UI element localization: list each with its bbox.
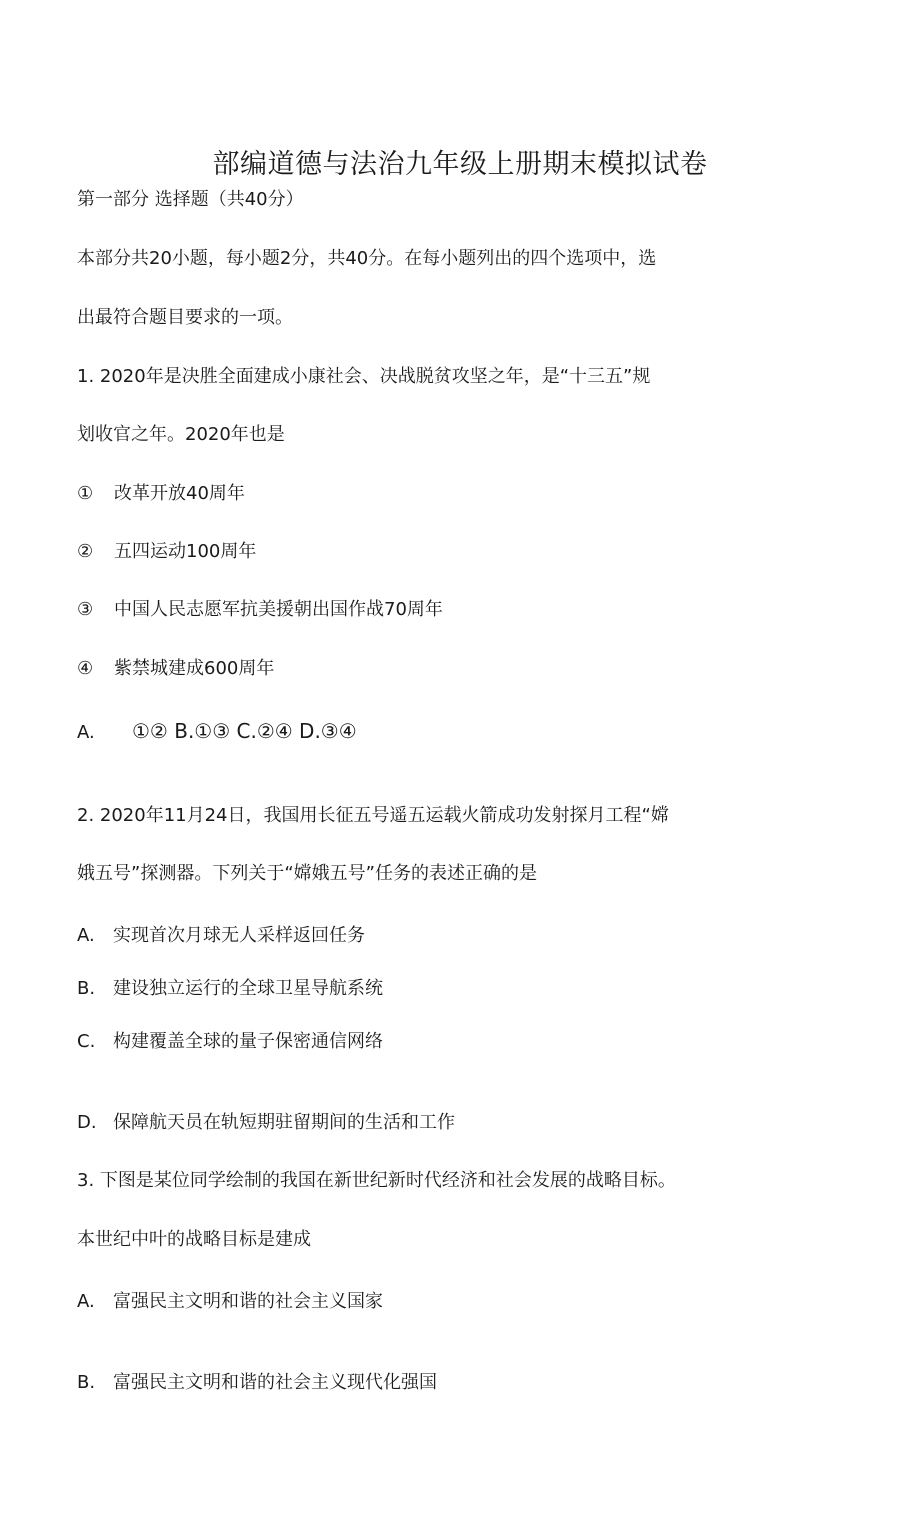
q2-option-text: 构建覆盖全球的量子保密通信网络 (113, 1031, 383, 1052)
q1-answer-label: A. (77, 722, 95, 743)
q1-item (77, 540, 256, 564)
q1-answer-options (77, 718, 357, 746)
q1-item (77, 657, 274, 681)
q1-item-label: ② (77, 541, 94, 562)
section-heading: 第一部分 选择题（共40分） (77, 189, 304, 210)
q2-option-label: A. (77, 925, 95, 946)
q3-option-label: B. (77, 1372, 96, 1393)
q3-option (77, 1290, 383, 1314)
q3-option-label: A. (77, 1291, 95, 1312)
q2-option (77, 1030, 383, 1054)
q1-item-label: ① (77, 483, 94, 504)
page-title: 部编道德与法治九年级上册期末模拟试卷 (212, 149, 708, 181)
q2-option-label: D. (77, 1112, 97, 1133)
q3-stem-line-1: 3. 下图是某位同学绘制的我国在新世纪新时代经济和社会发展的战略目标。 (77, 1170, 676, 1191)
q3-option-text: 富强民主文明和谐的社会主义国家 (113, 1291, 383, 1312)
q3-option-text: 富强民主文明和谐的社会主义现代化强国 (113, 1372, 437, 1393)
q2-stem-line-1: 2. 2020年11月24日，我国用长征五号遥五运载火箭成功发射探月工程“嫦 (77, 805, 669, 826)
q2-option-text: 保障航天员在轨短期驻留期间的生活和工作 (113, 1112, 455, 1133)
q1-answer-text: ①② B.①③ C.②④ D.③④ (132, 719, 357, 743)
q2-option-label: C. (77, 1031, 96, 1052)
q1-item (77, 598, 443, 622)
q2-option (77, 924, 365, 948)
q1-item-text: 改革开放40周年 (114, 483, 245, 504)
q2-option-label: B. (77, 978, 96, 999)
q1-item-label: ④ (77, 658, 94, 679)
q3-stem-line-2: 本世纪中叶的战略目标是建成 (77, 1229, 311, 1250)
intro-line-1: 本部分共20小题，每小题2分，共40分。在每小题列出的四个选项中，选 (77, 248, 657, 269)
q3-option (77, 1371, 437, 1395)
q2-stem-line-2: 娥五号”探测器。下列关于“嫦娥五号”任务的表述正确的是 (77, 863, 537, 884)
q2-option-text: 实现首次月球无人采样返回任务 (113, 925, 365, 946)
q2-option (77, 977, 383, 1001)
q1-item-text: 中国人民志愿军抗美援朝出国作战70周年 (114, 599, 443, 620)
q1-stem-line-1: 1. 2020年是决胜全面建成小康社会、决战脱贫攻坚之年，是“十三五”规 (77, 366, 651, 387)
q1-item-text: 紫禁城建成600周年 (114, 658, 275, 679)
q1-item (77, 482, 245, 506)
q1-item-label: ③ (77, 599, 94, 620)
q2-option-text: 建设独立运行的全球卫星导航系统 (113, 978, 383, 999)
intro-line-2: 出最符合题目要求的一项。 (77, 307, 293, 328)
q2-option (77, 1111, 455, 1135)
q1-stem-line-2: 划收官之年。2020年也是 (77, 424, 285, 445)
q1-item-text: 五四运动100周年 (114, 541, 257, 562)
